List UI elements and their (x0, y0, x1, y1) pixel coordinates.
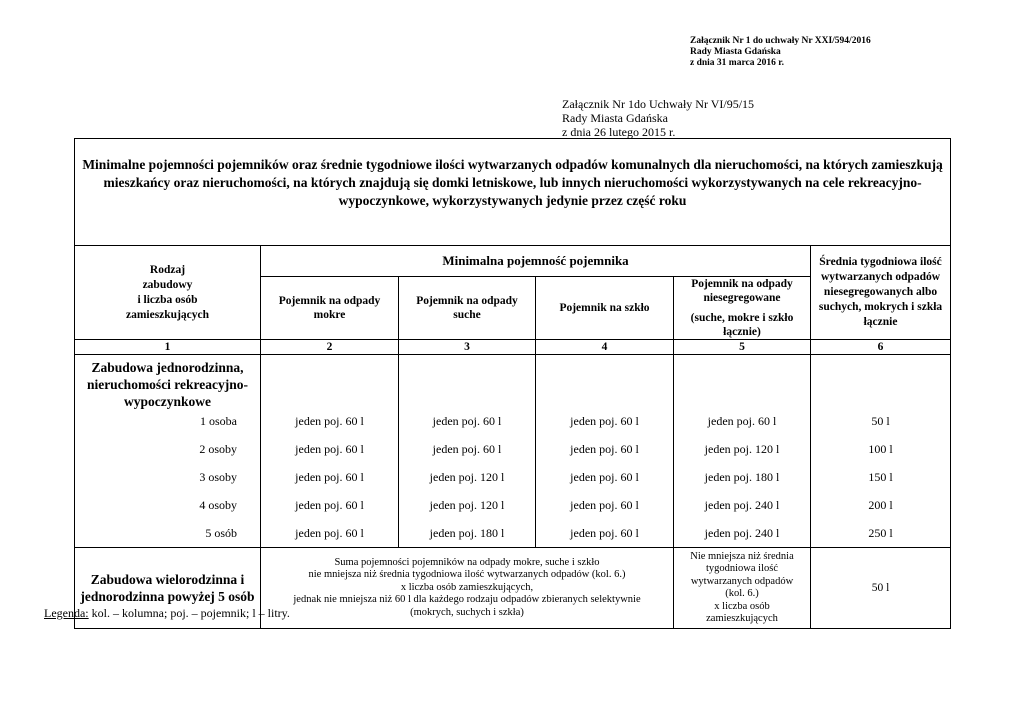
column-average (811, 355, 951, 548)
col-number: 2 (261, 340, 399, 355)
note-line: nie mniejsza niż średnia tygodniowa ilość wytwarzanych odpadów (kol. 6.) (308, 569, 626, 581)
section-title: Zabudowa wielorodzinna i jednorodzinna powyżej 5 osób (80, 572, 255, 604)
header-text: Rodzaj (149, 263, 186, 276)
table-cell: jeden poj. 60 l (295, 414, 364, 428)
table-cell: jeden poj. 120 l (429, 498, 505, 512)
row-label: 2 osoby (199, 442, 237, 456)
table-cell: jeden poj. 60 l (570, 526, 639, 540)
resolution-header-2015 (562, 97, 754, 139)
col-number: 3 (399, 340, 536, 355)
row-label: 3 osoby (199, 470, 237, 484)
table-cell: 200 l (868, 498, 893, 512)
section-single-family (75, 355, 261, 548)
column-wet (261, 355, 399, 548)
resolution-header-2016 (690, 36, 871, 69)
table-cell: jeden poj. 60 l (295, 498, 364, 512)
note-line: x liczba osób zamieszkujących, (400, 581, 534, 593)
column-dry (399, 355, 536, 548)
table-cell: jeden poj. 60 l (295, 442, 364, 456)
avg-value: 50 l (811, 548, 951, 629)
note-line: wytwarzanych odpadów (690, 575, 794, 587)
sum-capacity-note (261, 548, 674, 629)
col-number: 5 (674, 340, 811, 355)
header-line: z dnia 31 marca 2016 r. (690, 58, 784, 68)
table-cell: jeden poj. 240 l (704, 526, 780, 540)
col-header-dry: Pojemnik na odpady suche (399, 277, 536, 340)
row-label: 5 osób (205, 526, 237, 540)
legend (44, 606, 290, 621)
legend-text: kol. – kolumna; poj. – pojemnik; l – litry. (88, 606, 290, 620)
table-cell: jeden poj. 60 l (570, 470, 639, 484)
table-cell: 50 l (871, 414, 890, 428)
header-line: Rady Miasta Gdańska (690, 47, 781, 57)
col-number: 6 (811, 340, 951, 355)
table-cell: jeden poj. 60 l (570, 414, 639, 428)
table-cell: jeden poj. 180 l (704, 470, 780, 484)
header-line: Załącznik Nr 1 do uchwały Nr XXI/594/2016 (690, 36, 871, 46)
table-cell: 150 l (868, 470, 893, 484)
table-cell: jeden poj. 120 l (429, 470, 505, 484)
column-glass (536, 355, 674, 548)
note-line: Suma pojemności pojemników na odpady mokre, suche i szkło (334, 556, 600, 568)
col-number: 1 (75, 340, 261, 355)
header-text: zamieszkujących (125, 308, 210, 321)
table-cell: jeden poj. 60 l (295, 526, 364, 540)
table-cell: jeden poj. 60 l (570, 442, 639, 456)
note-line: Nie mniejsza niż średnia (690, 550, 794, 562)
legend-label: Legenda: (44, 606, 89, 620)
column-unsorted (674, 355, 811, 548)
table-cell: 250 l (868, 526, 893, 540)
table-cell: jeden poj. 60 l (432, 414, 502, 428)
row-labels (78, 407, 257, 547)
table-cell: jeden poj. 180 l (429, 526, 505, 540)
header-text: zabudowy (142, 278, 193, 291)
col-header-building-type (75, 246, 261, 340)
header-text: (suche, mokre i szkło łącznie) (690, 312, 794, 338)
table-cell: jeden poj. 240 l (704, 498, 780, 512)
note-line: jednak nie mniejsza niż 60 l dla każdego rodzaju odpadów zbieranych selektywnie (293, 594, 641, 606)
table-cell: jeden poj. 120 l (704, 442, 780, 456)
note-line: (mokrych, suchych i szkła) (410, 606, 524, 618)
header-text: i liczba osób (137, 293, 198, 306)
note-line: zamieszkujących (706, 613, 778, 624)
section-title: Zabudowa jednorodzinna, nieruchomości rekreacyjno-wypoczynkowe (86, 360, 249, 409)
col-header-avg-weekly: Średnia tygodniowa ilość wytwarzanych odpadów niesegregowanych albo suchych, mokrych i szkła łącznie (811, 246, 951, 340)
header-line: Załącznik Nr 1do Uchwały Nr VI/95/15 (562, 97, 755, 111)
table-title: Minimalne pojemności pojemników oraz średnie tygodniowe ilości wytwarzanych odpadów komunalnych dla nieruchomości, na których zamieszkują mieszkańcy oraz nieruchomości, na których znajdują się domki letniskowe, lub innych nieruchomości wykorzystywanych na cele rekreacyjno-wypoczynkowe, wykorzystywanych jedynie przez część roku (75, 139, 951, 246)
header-line: z dnia 26 lutego 2015 r. (562, 125, 676, 139)
group-header-min-capacity: Minimalna pojemność pojemnika (261, 246, 811, 277)
unsorted-note (674, 548, 811, 629)
col-header-wet: Pojemnik na odpady mokre (261, 277, 399, 340)
col-number: 4 (536, 340, 674, 355)
table-cell: jeden poj. 60 l (432, 442, 502, 456)
header-line: Rady Miasta Gdańska (562, 111, 668, 125)
row-label: 1 osoba (200, 414, 237, 428)
col-header-glass: Pojemnik na szkło (536, 277, 674, 340)
table-cell: jeden poj. 60 l (707, 414, 777, 428)
note-line: (kol. 6.) (725, 588, 759, 599)
table-cell: jeden poj. 60 l (295, 470, 364, 484)
col-header-unsorted (674, 277, 811, 340)
row-label: 4 osoby (199, 498, 237, 512)
table-cell: 100 l (868, 442, 893, 456)
note-line: tygodniowa ilość (705, 563, 779, 574)
header-text: Pojemnik na odpady niesegregowane (691, 278, 793, 304)
note-line: x liczba osób (714, 600, 770, 612)
table-cell: jeden poj. 60 l (570, 498, 639, 512)
container-capacity-table (74, 138, 951, 629)
